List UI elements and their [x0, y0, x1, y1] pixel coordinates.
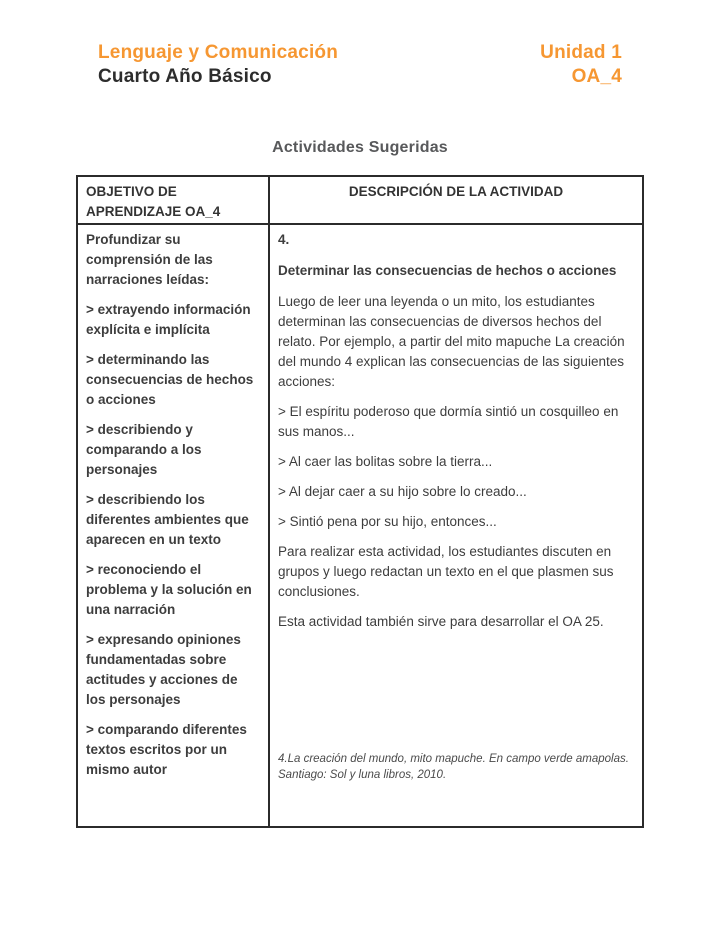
objective-bullet: > describiendo y comparando a los personajes — [86, 422, 202, 477]
column-header-objective: OBJETIVO DE APRENDIZAJE OA_4 — [78, 177, 270, 225]
oa-code-label: OA_4 — [571, 66, 622, 87]
objective-bullet: > determinando las consecuencias de hechos o acciones — [86, 352, 254, 407]
objective-bullet: > comparando diferentes textos escritos por un mismo autor — [86, 722, 247, 777]
activity-footnote: 4.La creación del mundo, mito mapuche. En campo verde amapolas. Santiago: Sol y luna libros, 2010. — [278, 753, 629, 781]
objective-intro: Profundizar su comprensión de las narraciones leídas: — [86, 232, 213, 287]
activity-number: 4. — [278, 232, 290, 247]
grade-title: Cuarto Año Básico — [98, 66, 272, 87]
activity-title: Determinar las consecuencias de hechos o acciones — [278, 263, 617, 278]
objective-bullet: > expresando opiniones fundamentadas sobre actitudes y acciones de los personajes — [86, 632, 241, 707]
activity-paragraph: > Al caer las bolitas sobre la tierra... — [278, 454, 493, 469]
page-title: Actividades Sugeridas — [272, 139, 448, 156]
document-header — [98, 41, 622, 89]
activity-cell — [270, 225, 642, 826]
activity-paragraph: Esta actividad también sirve para desarrollar el OA 25. — [278, 614, 604, 629]
objective-bullet: > describiendo los diferentes ambientes que aparecen en un texto — [86, 492, 249, 547]
header-right-block — [540, 41, 622, 89]
activities-table — [76, 175, 644, 828]
activity-paragraph: > El espíritu poderoso que dormía sintió un cosquilleo en sus manos... — [278, 404, 619, 439]
header-left-block — [98, 41, 338, 89]
objective-bullet: > extrayendo información explícita e implícita — [86, 302, 251, 337]
activity-paragraph: > Al dejar caer a su hijo sobre lo creado... — [278, 484, 527, 499]
activity-paragraph: Para realizar esta actividad, los estudiantes discuten en grupos y luego redactan un texto en el que plasmen sus conclusiones. — [278, 544, 614, 599]
activity-paragraph: > Sintió pena por su hijo, entonces... — [278, 514, 497, 529]
subject-title: Lenguaje y Comunicación — [98, 42, 339, 63]
column-header-description: DESCRIPCIÓN DE LA ACTIVIDAD — [270, 177, 642, 225]
unit-label: Unidad 1 — [540, 42, 622, 63]
activity-paragraph: Luego de leer una leyenda o un mito, los estudiantes determinan las consecuencias de diversos hechos del relato. Por ejemplo, a partir del mito mapuche La creación del mundo 4 explican las consecuencias de las siguientes acciones: — [278, 294, 625, 389]
objective-cell — [78, 225, 270, 826]
objective-bullet: > reconociendo el problema y la solución en una narración — [86, 562, 252, 617]
